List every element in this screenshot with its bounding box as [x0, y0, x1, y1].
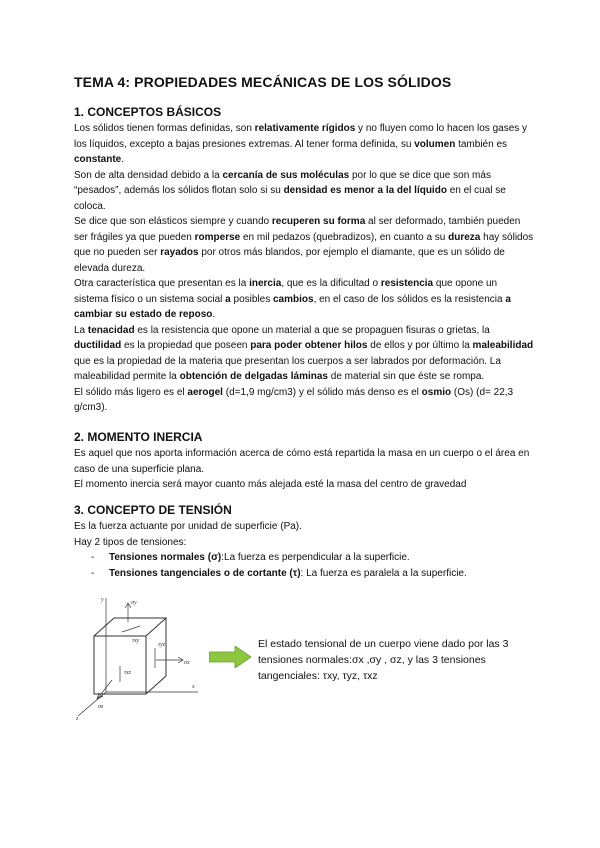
cube-right-face [146, 618, 166, 694]
section-heading: 1. CONCEPTOS BÁSICOS [74, 105, 222, 119]
axis-label: y [101, 597, 104, 603]
list-item: - Tensiones normales (σ):La fuerza es perpendicular a la superficie. [91, 550, 534, 566]
list-item: - Tensiones tangenciales o de cortante (τ): La fuerza es paralela a la superficie. [91, 566, 534, 582]
tension-types-list [74, 550, 534, 581]
section-heading: 2. MOMENTO INERCIA [74, 430, 203, 444]
page-title: TEMA 4: PROPIEDADES MECÁNICAS DE LOS SÓLIDOS [74, 74, 452, 90]
paragraph: Es aquel que nos aporta información acerca de cómo está repartida la masa en un cuerpo o el área en caso de una superficie plana. [74, 448, 530, 475]
tau-top-arrow [122, 626, 140, 632]
stress-cube-diagram [72, 592, 202, 722]
section-conceptos-basicos [74, 104, 534, 416]
section-momento-inercia [74, 429, 534, 493]
right-arrow-icon [209, 646, 251, 668]
stress-label: τyz [158, 642, 166, 648]
stress-label: τxz [124, 670, 132, 676]
paragraph: Es la fuerza actuante por unidad de superficie (Pa). [74, 521, 302, 532]
paragraph: Son de alta densidad debido a la cercanía de sus moléculas por lo que se dice que son más “pesados”, además los sólidos flotan solo si su densidad es menor a la del líquido en el cual se coloca. [74, 169, 506, 212]
sigma-z-arrow [98, 680, 112, 698]
paragraph: Otra característica que presentan es la inercia, que es la dificultad o resistencia que opone un sistema físico o un sistema social a posibles cambios, en el caso de los sólidos es la resistencia a cambiar su estado de reposo. [74, 278, 511, 320]
paragraph: Hay 2 tipos de tensiones: [74, 536, 187, 548]
figure-caption: El estado tensional de un cuerpo viene dado por las 3 tensiones normales:σx ,σy , σz, y las 3 tensiones tangenciales: τxy, τyz, τxz [258, 638, 509, 682]
axis-label: x [192, 684, 195, 690]
paragraph: Se dice que son elásticos siempre y cuando recuperen su forma al ser deformado, también pueden ser frágiles ya que pueden romperse en mil pedazos (quebradizos), en cuanto a su dureza hay sólidos que no pueden ser rayados por otros más blandos, por ejemplo el diamante, que es un sólido de elevada dureza. [74, 216, 534, 274]
cube-top-face [94, 618, 166, 636]
axis-label: z [76, 716, 79, 722]
paragraph: El momento inercia será mayor cuanto más alejada esté la masa del centro de gravedad [74, 479, 467, 490]
paragraph: La tenacidad es la resistencia que opone un material a que se propaguen fisuras o grietas, la ductilidad es la propiedad que poseen para poder obtener hilos de ellos y por último la maleabilidad que es la propiedad de la materia que presentan los cuerpos a ser labrados por deformación. La maleabilidad permite la obtención de delgadas láminas de material sin que éste se rompa. [74, 324, 534, 382]
paragraph: El sólido más ligero es el aerogel (d=1,9 mg/cm3) y el sólido más denso es el osmio (Os) (d= 22,3 g/cm3). [74, 386, 514, 413]
section-concepto-tension [74, 502, 534, 581]
cube-front-face [94, 636, 146, 694]
stress-label: τxy [132, 638, 140, 644]
stress-label: σz [98, 704, 104, 710]
paragraph: Los sólidos tienen formas definidas, son relativamente rígidos y no fluyen como lo hacen los gases y los líquidos, excepto a bajas presiones extremas. Al tener forma definida, su volumen también es constante. [74, 123, 528, 165]
stress-label: σx [184, 660, 190, 666]
section-heading: 3. CONCEPTO DE TENSIÓN [74, 503, 232, 517]
stress-label: σy [131, 600, 137, 606]
